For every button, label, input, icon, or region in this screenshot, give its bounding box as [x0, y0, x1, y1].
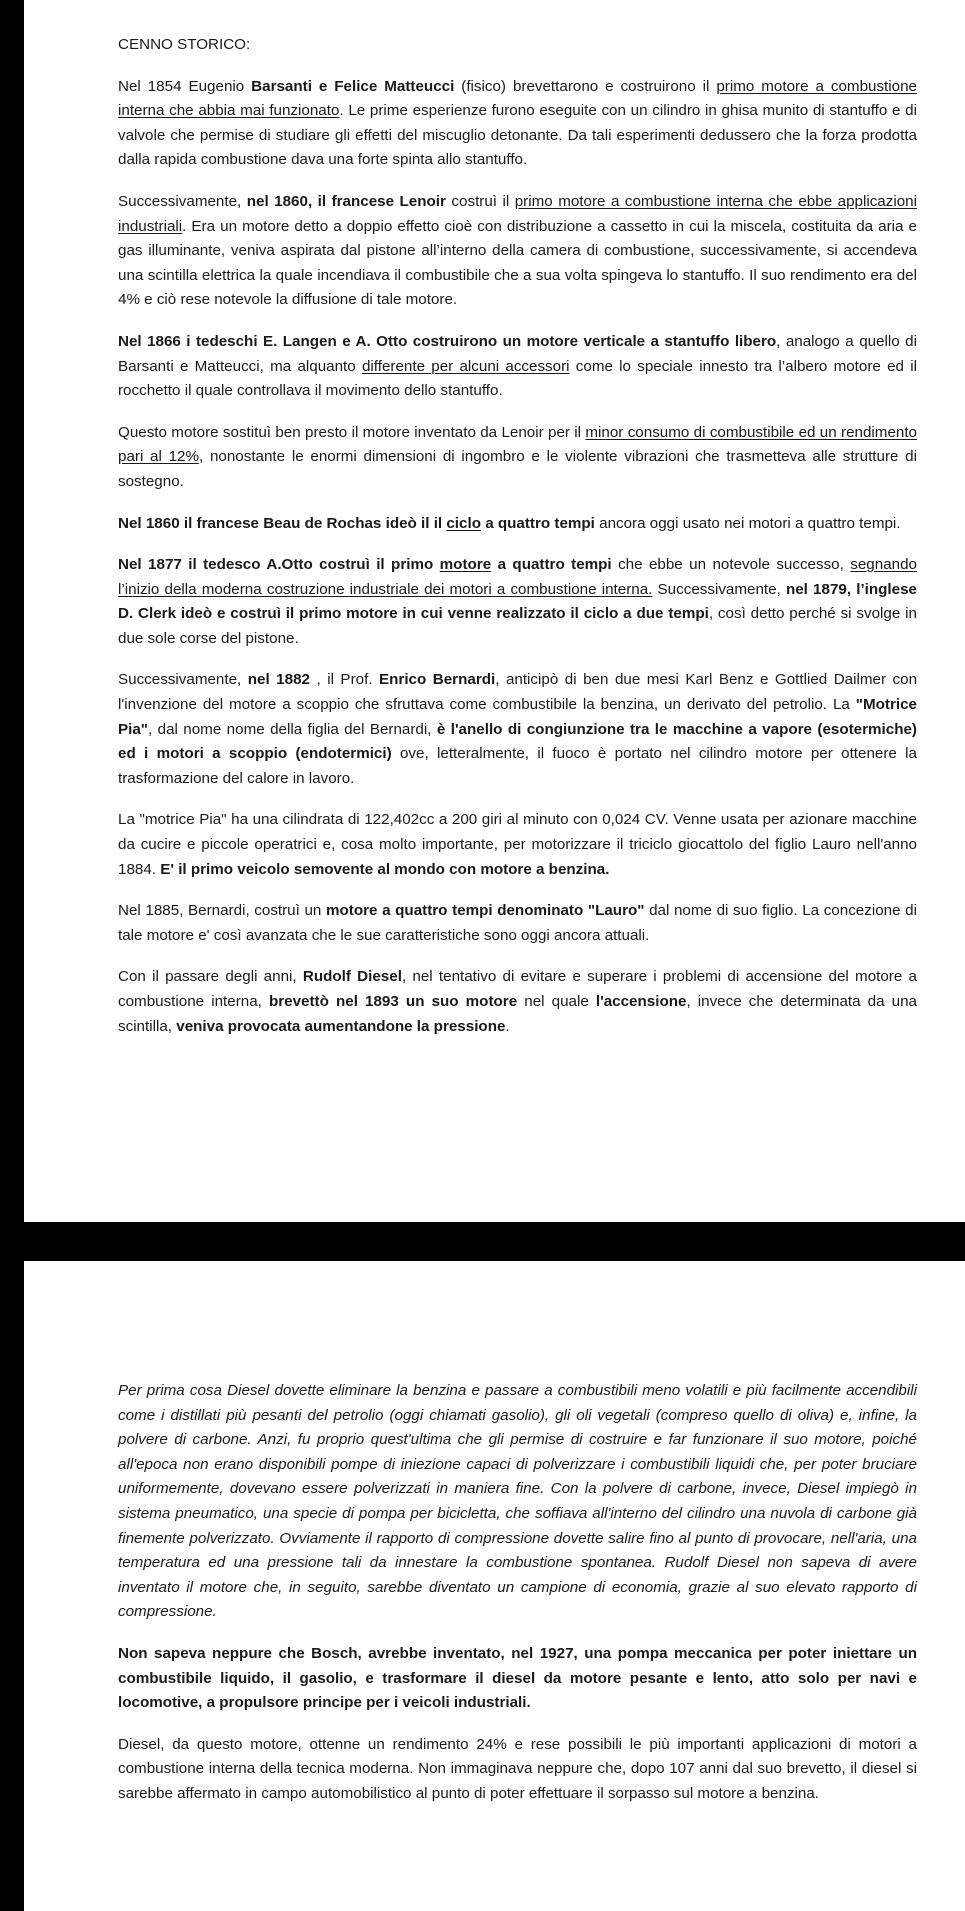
document-page-2 [24, 1261, 965, 1911]
paragraph [118, 1733, 917, 1807]
text-run: , così detto perché si svolge in due sole corse del pistone. [118, 605, 917, 647]
bold-text: Barsanti e Felice Matteucci [251, 77, 455, 95]
bold-text: nel 1879, l’inglese D. Clerk ideò e costruì il primo motore in cui venne realizzato il ciclo a due tempi [118, 580, 917, 623]
paragraph [118, 808, 917, 882]
bold-text: motore a quattro tempi denominato "Lauro" [325, 902, 645, 920]
paragraph [118, 512, 917, 537]
text-run: che ebbe un notevole successo, [611, 556, 851, 574]
text-run: , nel tentativo di evitare e superare i problemi di accensione del motore a combustione interna, [118, 968, 917, 1010]
text-run: nel quale [517, 993, 596, 1010]
bold-text: veniva provocata aumentandone la pressione [176, 1017, 506, 1035]
text-run: . Le prime esperienze furono eseguite con un cilindro in ghisa munito di stantuffo e di valvole che permise di studiare gli effetti del miscuglio detonante. Da tali esperimenti dedussero che la forza prodotta dalla rapida combustione dava una forte spinta allo stantuffo. [118, 102, 917, 169]
page-1-body [118, 75, 917, 1040]
page-2-body [118, 1379, 917, 1807]
text-run: Questo motore sostituì ben presto il motore inventato da Lenoir per il [118, 423, 586, 441]
bold-text-wrapper [440, 556, 491, 573]
text-run: Per prima cosa Diesel dovette eliminare la benzina e passare a combustibili meno volatili e più facilmente accendibili come i distillati più pesanti del petrolio (oggi chiamati gasolio), gli oli vegetali (compreso quello di oliva) e, infine, la polvere di carbone. Anzi, fu proprio quest'ultima che gli permise di costruire e far funzionare il suo motore, poiché all'epoca non erano disponibili pompe di iniezione capaci di polverizzare i combustibili liquidi che, per poter bruciare uniformemente, dovevano essere polverizzati in maniera fine. Con la polvere di carbone, invece, Diesel impiegò in sistema pneumatico, una specie di pompa per bicicletta, che soffiava all'interno del cilindro una nuvola di carbone già finemente polverizzato. Ovviamente il rapporto di compressione dovette salire fino al punto di provocare, nell'aria, una temperatura ed una pressione tali da innestare la combustione spontanea. Rudolf Diesel non sapeva di avere inventato il motore che, in seguito, sarebbe diventato un campione di economia, grazie al suo elevato rapporto di compressione. [118, 1382, 917, 1621]
bold-text: Nel 1877 il tedesco A.Otto costruì il primo [118, 556, 440, 574]
text-run: dal nome di suo figlio. La concezione di tale motore e' così avanzata che le sue caratteristiche sono oggi ancora attuali. [118, 902, 917, 944]
bold-text: Rudolf Diesel [302, 968, 402, 986]
text-run: come lo speciale innesto tra l’albero motore ed il rocchetto il quale controllava il movimento dello stantuffo. [118, 357, 917, 400]
bold-text: "Motrice Pia" [118, 696, 917, 738]
paragraph [118, 899, 917, 948]
underlined-text: primo motore a combustione interna che abbia mai funzionato [118, 77, 917, 120]
text-run: , il Prof. [309, 671, 380, 689]
bold-text: brevettò nel 1893 un suo motore [268, 993, 518, 1010]
bold-underlined-text: motore [439, 556, 492, 574]
text-run: Successivamente, [118, 671, 248, 689]
text-run: (fisico) brevettarono e costruirono il [454, 77, 717, 95]
text-run: ancora oggi usato nei motori a quattro tempi. [594, 514, 901, 532]
paragraph [118, 75, 917, 173]
underlined-text: segnando l’inizio della moderna costruzione industriale dei motori a combustione interna. [118, 556, 917, 598]
bold-text: nel 1860, il francese Lenoir [246, 192, 446, 210]
text-run: . Era un motore detto a doppio effetto cioè con distribuzione a cassetto in cui la miscela, costituita da aria e gas illuminante, veniva aspirata dal pistone all’interno della camera di combustione, successivamente, si accendeva una scintilla elettrica la quale incendiava il combustibile che a sua volta spingeva lo stantuffo. Il suo rendimento era del 4% e ciò rese notevole la diffusione di tale motore. [118, 217, 917, 309]
text-run: Nel 1885, Bernardi, costruì un [118, 902, 326, 920]
underlined-text: primo motore a combustione interna che ebbe applicazioni industriali [118, 192, 917, 235]
paragraph [118, 668, 917, 791]
document-page-1 [24, 0, 965, 1222]
paragraph [118, 421, 917, 495]
text-run: Nel 1854 Eugenio [118, 77, 252, 95]
bold-text: l'accensione [595, 993, 687, 1010]
bold-text: Non sapeva neppure che Bosch, avrebbe inventato, nel 1927, una pompa meccanica per poter iniettare un combustibile liquido, il gasolio, e trasformare il diesel da motore pesante e lento, atto solo per navi e locomotive, a propulsore principe per i veicoli industriali. [118, 1644, 917, 1712]
section-heading: CENNO STORICO: [118, 36, 251, 53]
text-run: , analogo a quello di Barsanti e Matteucci, ma alquanto [118, 332, 917, 375]
paragraph [118, 1642, 917, 1716]
text-run: . [505, 1017, 510, 1035]
text-run: , dal nome nome della figlia del Bernardi, [148, 720, 437, 738]
bold-text: Enrico Bernardi [379, 671, 496, 689]
text-run: Successivamente, [118, 192, 247, 210]
text-run: costruì il [445, 192, 515, 210]
bold-text: Nel 1860 il francese Beau de Rochas ideò il il [118, 514, 447, 532]
bold-text: Nel 1866 i tedeschi E. Langen e A. Otto costruirono un motore verticale a stantuffo libero [118, 332, 777, 350]
underlined-text: differente per alcuni accessori [361, 357, 570, 375]
text-run: La "motrice Pia" ha una cilindrata di 122,402cc a 200 giri al minuto con 0,024 CV. Venne usata per azionare macchine da cucire e piccole operatrici e, cosa molto importante, per motorizzare il triciclo giocattolo del figlio Lauro nell'anno 1884. [118, 811, 917, 878]
italic-paragraph [118, 1379, 917, 1625]
paragraph [118, 553, 917, 651]
bold-text: E' il primo veicolo semovente al mondo con motore a benzina. [160, 860, 610, 878]
bold-text: è l'anello di congiunzione tra le macchine a vapore (esotermiche) ed i motori a scoppio (endotermici) [118, 720, 917, 763]
text-run: , invece che determinata da una scintilla, [118, 993, 917, 1035]
bold-text: a quattro tempi [491, 556, 612, 574]
text-run: Con il passare degli anni, [118, 968, 303, 986]
bold-text: nel 1882 [247, 671, 310, 689]
text-run: Successivamente, [652, 580, 786, 598]
paragraph [118, 965, 917, 1039]
bold-text-wrapper [446, 515, 481, 532]
underlined-text: minor consumo di combustibile ed un rendimento pari al 12% [118, 423, 918, 466]
text-run: , anticipò di ben due mesi Karl Benz e Gottlied Dailmer con l'invenzione del motore a scoppio che sfruttava come combustibile la benzina, un derivato del petrolio. La [118, 671, 918, 714]
paragraph [118, 330, 917, 404]
text-run: , nonostante le enormi dimensioni di ingombro e le violente vibrazioni che trasmetteva alle strutture di sostegno. [118, 448, 918, 490]
bold-text: a quattro tempi [480, 514, 595, 532]
text-run: ove, letteralmente, il fuoco è portato nel cilindro motore per ottenere la trasformazione del calore in lavoro. [118, 745, 917, 787]
bold-underlined-text: ciclo [446, 514, 481, 532]
text-run: Diesel, da questo motore, ottenne un rendimento 24% e rese possibili le più importanti applicazioni di motori a combustione interna della tecnica moderna. Non immaginava neppure che, dopo 107 anni dal suo brevetto, il diesel si sarebbe affermato in campo automobilistico al punto di poter effettuare il sorpasso sul motore a benzina. [118, 1735, 917, 1802]
paragraph [118, 190, 917, 313]
